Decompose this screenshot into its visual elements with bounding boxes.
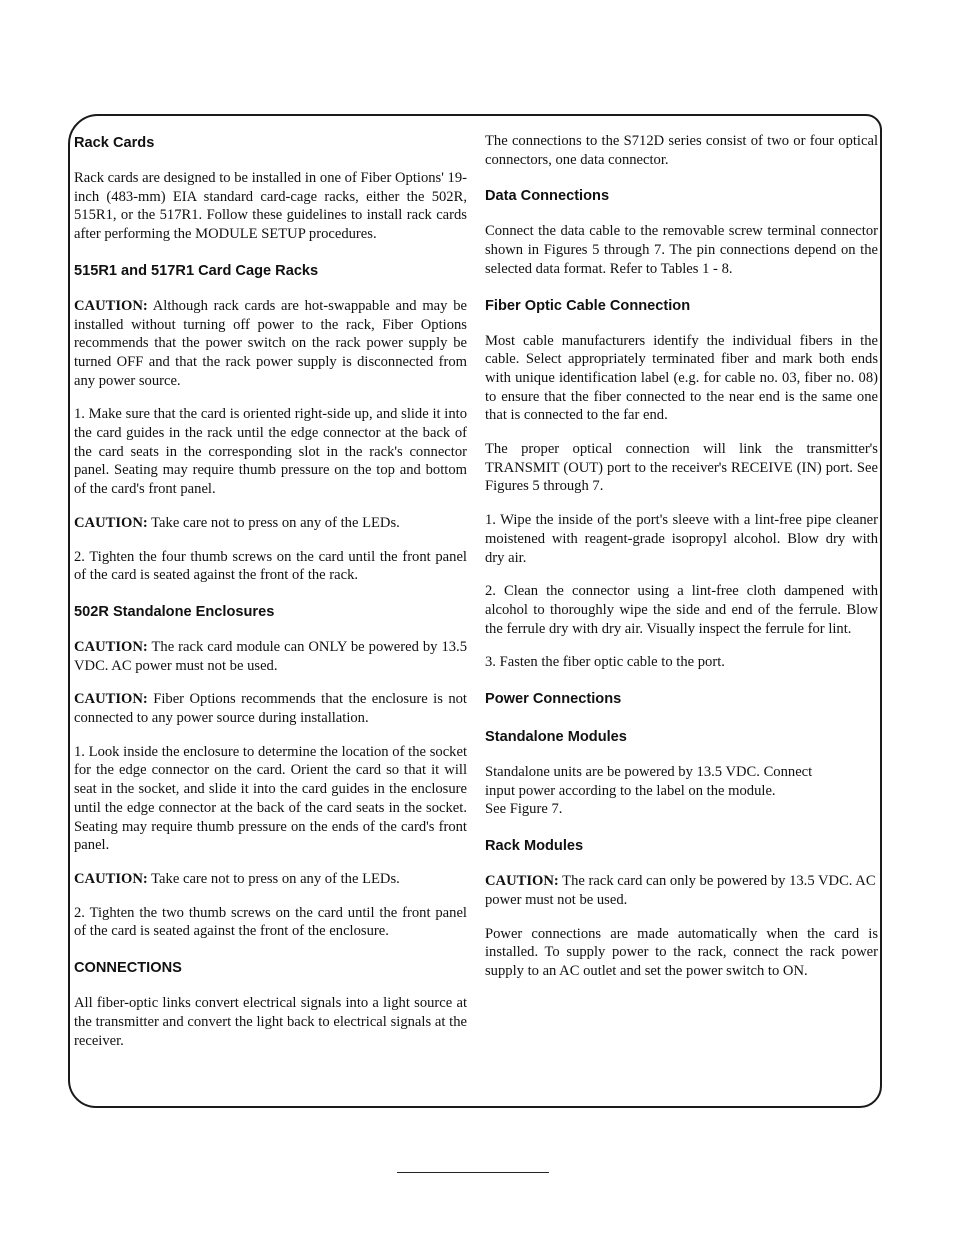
fiber-optic-step-2: 2. Clean the connector using a lint-free cloth dampened with alcohol to thoroughly wipe the side and end of the ferrule. Blow the ferrule dry with dry air. Visually inspect the ferrule for lint.	[485, 583, 878, 637]
fiber-optic-body-2: The proper optical connection will link the transmitter's TRANSMIT (OUT) port to the receiver's RECEIVE (IN) port. See Figures 5 through 7.	[485, 441, 878, 495]
fiber-optic-step-1: 1. Wipe the inside of the port's sleeve with a lint-free pipe cleaner moistened with reagent-grade isopropyl alcohol. Blow dry with dry air.	[485, 512, 878, 566]
caution-label: CAUTION:	[74, 870, 148, 887]
enclosure-step-1: 1. Look inside the enclosure to determine the location of the socket for the edge connector on the card. Orient the card so that it will seat in the socket, and slide it into the card guides in the enclosure until the edge connector at the back of the card seats in the socket. Seating may require thumb pressure on the ends of the card's front panel.	[74, 743, 467, 854]
heading-data-connections: Data Connections	[485, 188, 610, 205]
heading-fiber-optic-cable: Fiber Optic Cable Connection	[485, 297, 691, 314]
caution-label: CAUTION:	[74, 691, 148, 708]
heading-power-connections: Power Connections	[485, 691, 622, 708]
heading-connections: CONNECTIONS	[74, 960, 182, 977]
connections-intro: The connections to the S712D series consist of two or four optical connectors, one data connector.	[485, 133, 878, 168]
rack-modules-caution	[485, 872, 878, 909]
card-cage-caution-2	[74, 514, 467, 533]
right-column	[485, 132, 878, 981]
card-cage-step-1: 1. Make sure that the card is oriented right-side up, and slide it into the card guides in the rack until the edge connector at the back of the card seats in the corresponding slot in the rack's connector panel. Seating may require thumb pressure on the top and bottom of the card's front panel.	[74, 406, 467, 498]
standalone-line-2: input power according to the label on the module.	[485, 782, 776, 799]
enclosure-caution-1	[74, 638, 467, 675]
left-column	[74, 132, 467, 1050]
heading-card-cage-racks: 515R1 and 517R1 Card Cage Racks	[74, 262, 319, 279]
caution-label: CAUTION:	[74, 638, 148, 655]
footer-rule	[397, 1172, 549, 1173]
heading-standalone-enclosures: 502R Standalone Enclosures	[74, 603, 275, 620]
standalone-line-3: See Figure 7.	[485, 801, 563, 818]
card-cage-caution-1	[74, 297, 467, 391]
card-cage-step-2: 2. Tighten the four thumb screws on the card until the front panel of the card is seated against the front of the rack.	[74, 548, 467, 584]
caution-label: CAUTION:	[74, 514, 148, 531]
fiber-optic-step-3: 3. Fasten the fiber optic cable to the port.	[485, 654, 725, 671]
caution-label: CAUTION:	[485, 873, 559, 890]
caution-text: The rack card module can ONLY be powered by 13.5 VDC. AC power must not be used.	[74, 638, 467, 674]
fiber-optic-body-1: Most cable manufacturers identify the individual fibers in the cable. Select appropriately terminated fiber and mark both ends with unique identification label (e.g. for cable no. 03, fiber no. 08) to ensure that the fiber connected to the near end is the same one that is connected to the far end.	[485, 332, 878, 424]
standalone-line-1: Standalone units are be powered by 13.5 VDC. Connect	[485, 764, 813, 781]
caution-text: Take care not to press on any of the LEDs.	[147, 514, 400, 531]
caution-text: Fiber Options recommends that the enclosure is not connected to any power source during installation.	[74, 691, 467, 727]
rack-modules-body: Power connections are made automatically when the card is installed. To supply power to the rack, connect the rack power supply to an AC outlet and set the power switch to ON.	[485, 925, 878, 979]
heading-rack-cards: Rack Cards	[74, 135, 155, 151]
rack-cards-body: Rack cards are designed to be installed in one of Fiber Options' 19-inch (483-mm) EIA standard card-cage racks, either the 502R, 515R1, or the 517R1. Follow these guidelines to install rack cards after performing the MODULE SETUP procedures.	[74, 170, 467, 243]
enclosure-caution-3	[74, 870, 467, 889]
enclosure-caution-2	[74, 690, 467, 727]
caution-text: Take care not to press on any of the LEDs.	[147, 870, 400, 887]
standalone-modules-body	[485, 763, 878, 819]
caution-text: Although rack cards are hot-swappable and may be installed without turning off power to the rack, Fiber Options recommends that the power switch on the rack power supply be turned OFF and that the rack power supply is disconnected from any power source.	[74, 297, 467, 389]
data-connections-body: Connect the data cable to the removable screw terminal connector shown in Figures 5 through 7. The pin connections depend on the selected data format. Refer to Tables 1 - 8.	[485, 223, 878, 277]
connections-body: All fiber-optic links convert electrical signals into a light source at the transmitter and convert the light back to electrical signals at the receiver.	[74, 995, 467, 1049]
caution-text: The rack card can only be powered by 13.5 VDC. AC power must not be used.	[485, 873, 876, 908]
caution-label: CAUTION:	[74, 297, 148, 314]
heading-standalone-modules: Standalone Modules	[485, 729, 627, 746]
enclosure-step-2: 2. Tighten the two thumb screws on the card until the front panel of the card is seated against the front of the enclosure.	[74, 904, 467, 940]
heading-rack-modules: Rack Modules	[485, 838, 584, 855]
